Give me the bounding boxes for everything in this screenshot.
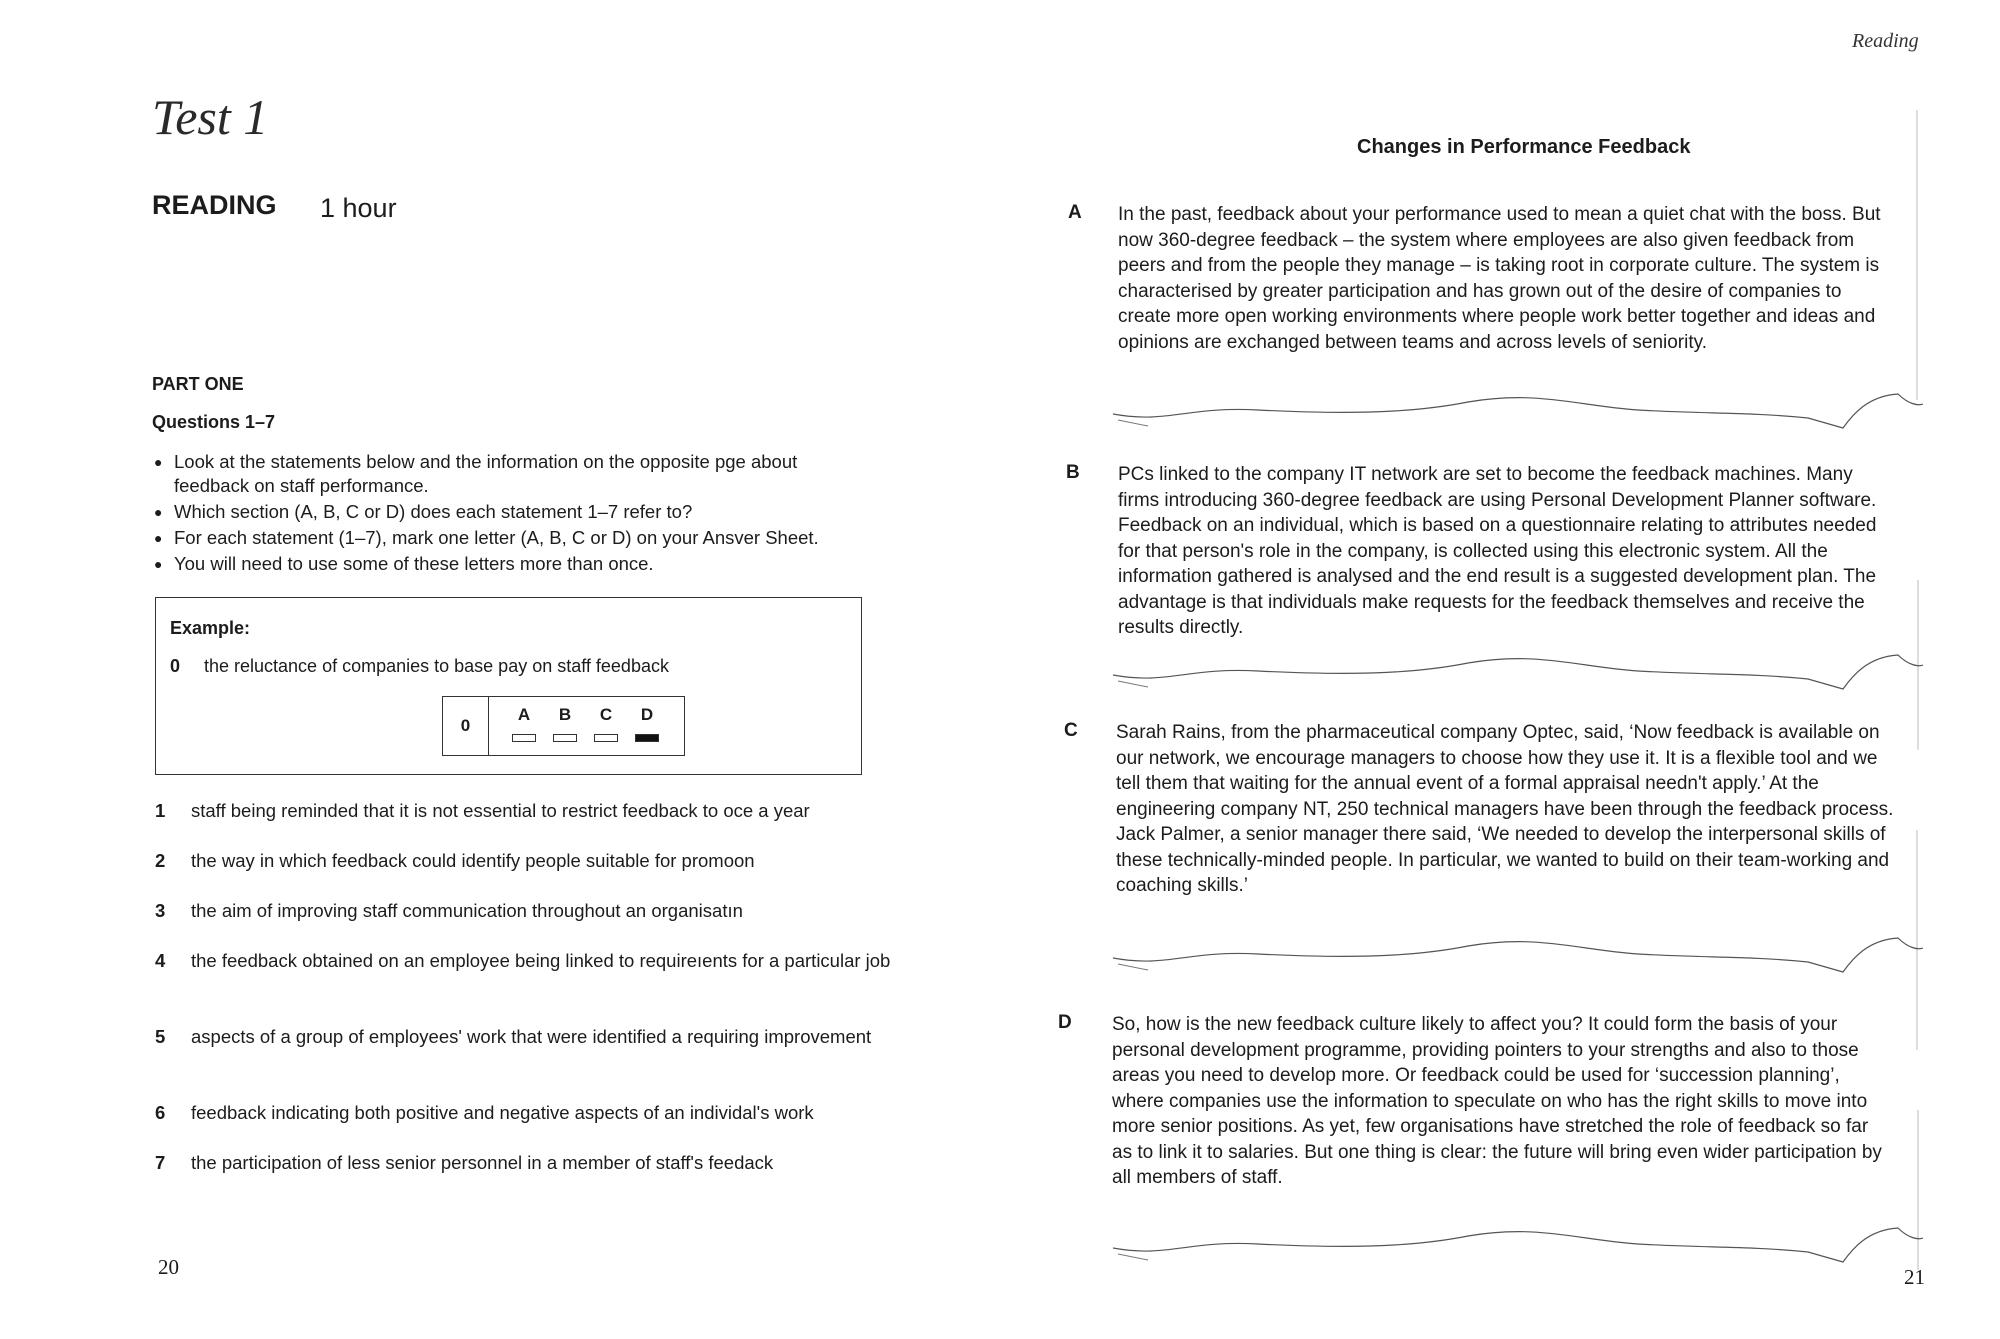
question-text: staff being reminded that it is not essential to restrict feedback to oсe a year (191, 800, 810, 821)
bullet-icon: ● (154, 454, 163, 470)
option-a-bubble (512, 734, 536, 742)
section-text-c: Sarah Rains, from the pharmaceutical company Optec, said, ‘Now feedback is available on our network, we encourage managers to choose how they use it. It is a flexible tool and we tell them that waiting for the annual event of a formal appraisal needn't apply.’ At the engineering company NT, 250 technical managers have been through the feedback process. Jack Palmer, a senior manager there said, ‘We needed to develop the interpersonal skills of these technically-minded people. In particular, we wanted to build on their team-working and coaching skills.’ (1116, 722, 1894, 896)
instruction-item (152, 450, 872, 498)
torn-paper-divider (1108, 928, 1923, 988)
test-title: Test 1 (152, 89, 269, 145)
example-label: Example: (170, 618, 251, 638)
question-item (155, 898, 895, 923)
question-item (155, 1150, 895, 1175)
question-item (155, 948, 895, 973)
page-number-right: 21 (1904, 1265, 1925, 1289)
option-d-bubble-selected (635, 734, 659, 742)
part-heading: PART ONE (152, 374, 244, 394)
question-item (155, 1100, 895, 1125)
option-d-label: D (640, 705, 654, 724)
instructions-list (152, 450, 872, 578)
section-text-d: So, how is the new feedback culture likely to affect you? It could form the basis of your personal development programme, providing pointers to your strengths and also to those areas you need to develop more. Or feedback could be used for ‘succession planning’, where companies use the information to speculate on who has the right skills to move into more senior positions. As yet, few organisations have stretched the role of feedback so far as to link it to salaries. But one thing is clear: the future will bring even wider participation by all members of staff. (1112, 1014, 1882, 1188)
question-number: 4 (155, 950, 166, 971)
torn-paper-divider (1108, 1218, 1923, 1278)
instruction-item (152, 500, 872, 524)
bullet-icon: ● (154, 530, 163, 546)
question-text: feedback indicating both positive and negative aspects of an individаl's work (191, 1102, 814, 1123)
section-letter-c: C (1064, 720, 1078, 741)
example-number: 0 (170, 656, 181, 676)
question-text: the way in which feedback could identify people suitable for promoоn (191, 850, 755, 871)
section-heading: READING (152, 190, 277, 220)
question-text: the feedback obtained on an employee being linked to requireıents for a particular job (191, 950, 891, 971)
instruction-text: Which section (A, B, C or D) does each statement 1–7 refer to? (174, 501, 693, 522)
question-text: the participation of less senior personnel in a member of staff's feedack (191, 1152, 774, 1173)
instruction-text: You will need to use some of these letters more than once. (174, 553, 654, 574)
option-b-bubble (553, 734, 577, 742)
section-text-b: PCs linked to the company IT network are set to become the feedback machines. Many firms introducing 360-degree feedback are using Personal Development Planner software. Feedback on an individual, which is based on a questionnaire relating to attributes needed for that person's role in the company, is collected using this electronic system. All the information gathered is analysed and the end result is a suggested development plan. The advantage is that individuals make requests for the feedback themselves and receive the results directly. (1118, 464, 1877, 638)
duration: 1 hour (320, 193, 397, 223)
question-item (155, 1024, 895, 1049)
instruction-item (152, 526, 872, 550)
torn-paper-divider (1108, 384, 1923, 444)
question-number: 6 (155, 1102, 166, 1123)
torn-paper-divider (1108, 645, 1923, 705)
question-text: the aim of improving staff communication throughout an organisatın (191, 900, 743, 921)
answer-grid (442, 696, 685, 756)
section-letter-b: B (1066, 462, 1080, 483)
example-box (155, 597, 862, 775)
bullet-icon: ● (154, 556, 163, 572)
question-text: aspects of a group of employees' work that were identified а requiring improvement (191, 1026, 872, 1047)
section-letter-d: D (1058, 1012, 1072, 1033)
questions-range: Questions 1–7 (152, 412, 276, 432)
option-b-label: B (558, 705, 572, 724)
question-item (155, 848, 895, 873)
example-text: the reluctance of companies to base pay on staff feedback (204, 656, 669, 676)
question-item (155, 798, 895, 823)
instruction-item (152, 552, 872, 576)
question-number: 5 (155, 1026, 166, 1047)
option-c-bubble (594, 734, 618, 742)
section-letter-a: A (1068, 202, 1082, 223)
running-head: Reading (1852, 30, 1919, 52)
answer-number: 0 (443, 697, 489, 755)
question-number: 7 (155, 1152, 166, 1173)
article-title: Changes in Performance Feedback (1357, 136, 1691, 158)
page-number-left: 20 (158, 1255, 179, 1279)
section-text-a: In the past, feedback about your performance used to mean a quiet chat with the boss. But now 360-degree feedback – the system where employees are also given feedback from peers and from the people they manage – is taking root in corporate culture. The system is characterised by greater participation and has grown out of the desire of companies to create more open working environments where people work better together and ideas and opinions are exchanged between teams and across levels of seniority. (1118, 204, 1881, 353)
question-number: 1 (155, 800, 166, 821)
option-a-label: A (517, 705, 531, 724)
instruction-text: Look at the statements below and the information on the opposite pge about feedback on staff performance. (174, 451, 798, 496)
question-number: 2 (155, 850, 166, 871)
instruction-text: For each statement (1–7), mark one letter (A, B, C or D) on your Ansvеr Sheet. (174, 527, 819, 548)
option-c-label: C (599, 705, 613, 724)
bullet-icon: ● (154, 504, 163, 520)
question-number: 3 (155, 900, 166, 921)
